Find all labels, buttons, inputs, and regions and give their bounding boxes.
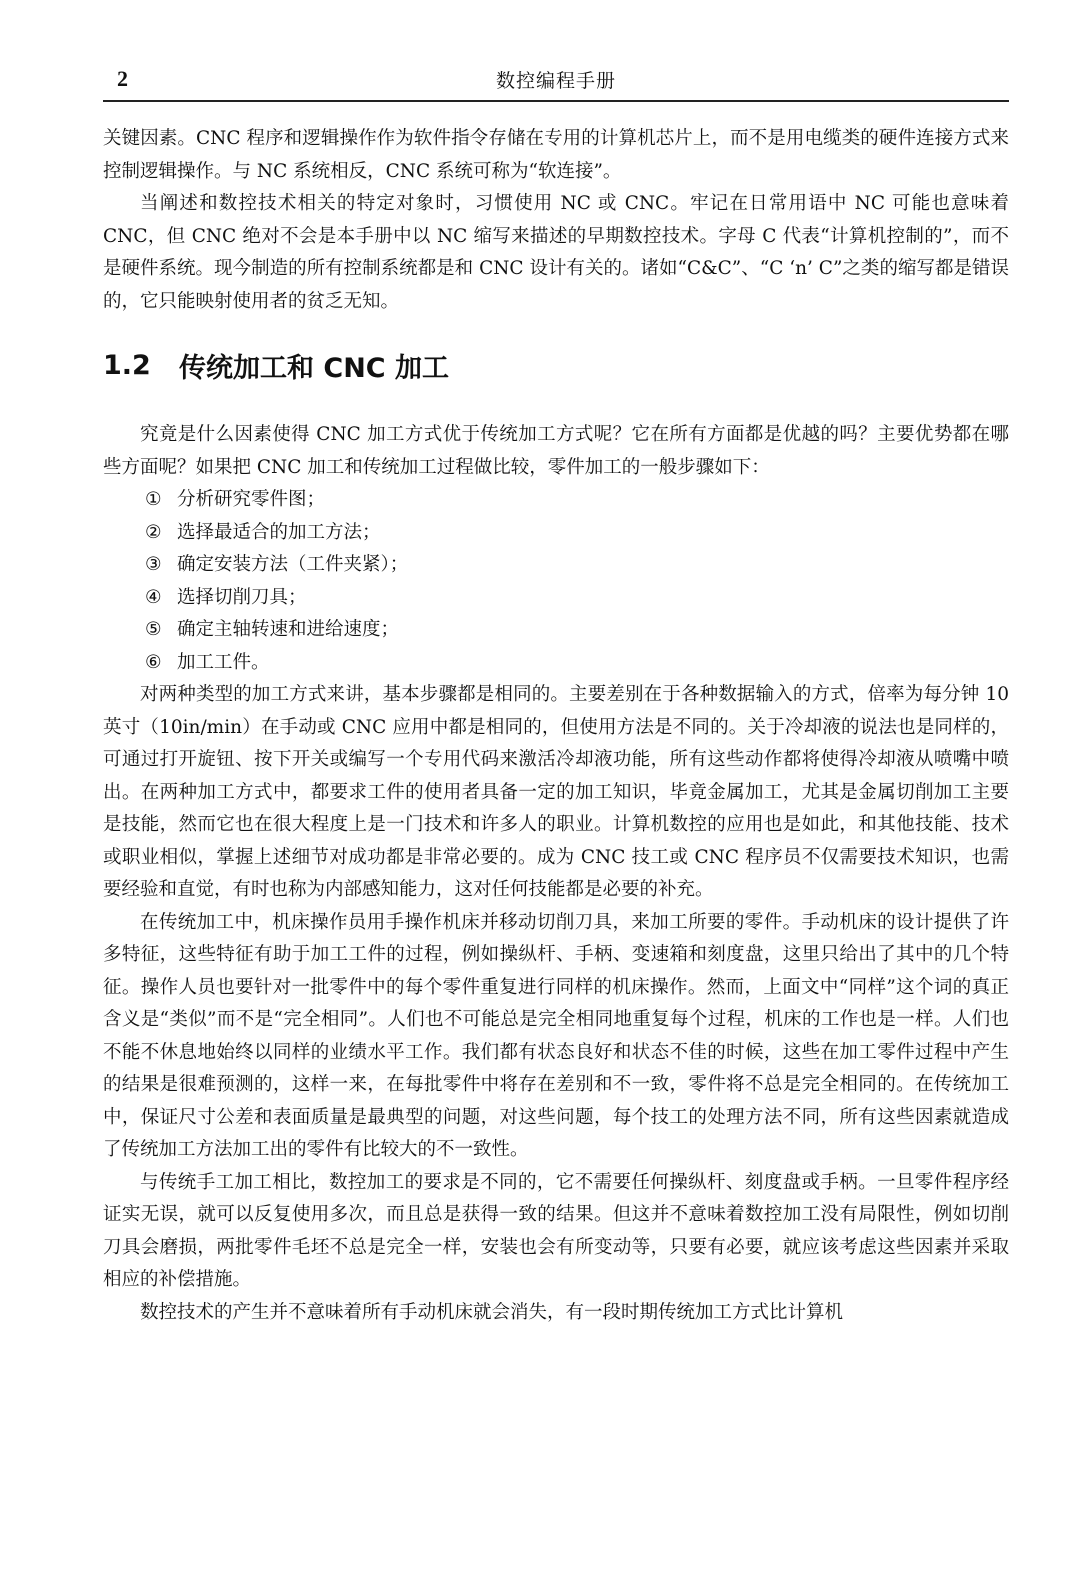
list-item-text: 选择切削刀具； bbox=[177, 586, 307, 608]
list-marker: ⑤ bbox=[145, 619, 162, 640]
list-item bbox=[145, 582, 1009, 615]
list-marker: ④ bbox=[145, 586, 162, 608]
running-title: 数控编程手册 bbox=[495, 70, 616, 92]
list-item-text: 确定安装方法（工件夹紧）； bbox=[177, 554, 409, 575]
paragraph: 对两种类型的加工方式来讲，基本步骤都是相同的。主要差别在于各种数据输入的方式，倍率为每分钟 10 英寸（10in/min）在手动或 CNC 应用中都是相同的，但使用方法是不同的。关于冷却液的说法也是同样的，可通过打开旋钮、按下开关或编写一个专用代码来激活冷却液功能，所有这些动作都将使得冷却液从喷嘴中喷出。在两种加工方式中，都要求工件的使用者具备一定的加工知识，毕竟金属加工，尤其是金属切削加工主要是技能，然而它也在很大程度上是一门技术和许多人的职业。计算机数控的应用也是如此，和其他技能、技术或职业相似，掌握上述细节对成功都是非常必要的。成为 CNC 技工或 CNC 程序员不仅需要技术知识，也需要经验和直觉，有时也称为内部感知能力，这对任何技能都是必要的补充。 bbox=[103, 684, 1009, 900]
paragraph-continued: 关键因素。CNC 程序和逻辑操作作为软件指令存储在专用的计算机芯片上，而不是用电缆类的硬件连接方式来控制逻辑操作。与 NC 系统相反，CNC 系统可称为“软连接”。 bbox=[103, 128, 1009, 182]
list-item-text: 确定主轴转速和进给速度； bbox=[177, 619, 400, 640]
paragraph: 与传统手工加工相比，数控加工的要求是不同的，它不需要任何操纵杆、刻度盘或手柄。一旦零件程序经证实无误，就可以反复使用多次，而且总是获得一致的结果。但这并不意味着数控加工没有局限性，例如切削刀具会磨损，两批零件毛坯不总是完全一样，安装也会有所变动等，只要有必要，就应该考虑这些因素并采取相应的补偿措施。 bbox=[103, 1171, 1009, 1290]
section-heading bbox=[103, 340, 1009, 390]
page-number: 2 bbox=[117, 66, 128, 91]
section-title: 传统加工和 CNC 加工 bbox=[179, 352, 450, 384]
list-marker: ① bbox=[145, 489, 162, 510]
list-item bbox=[145, 647, 1009, 680]
list-marker: ② bbox=[145, 521, 162, 543]
list-item-text: 加工工件。 bbox=[177, 651, 270, 673]
book-page bbox=[103, 60, 1009, 1329]
list-item bbox=[145, 549, 1009, 582]
list-marker: ⑥ bbox=[145, 651, 162, 673]
page-header bbox=[103, 60, 1009, 102]
list-item bbox=[145, 517, 1009, 550]
paragraph-continues: 数控技术的产生并不意味着所有手动机床就会消失，有一段时期传统加工方式比计算机 bbox=[140, 1301, 844, 1323]
steps-list bbox=[103, 484, 1009, 679]
paragraph: 究竟是什么因素使得 CNC 加工方式优于传统加工方式呢？它在所有方面都是优越的吗？主要优势都在哪些方面呢？如果把 CNC 加工和传统加工过程做比较，零件加工的一般步骤如下： bbox=[103, 424, 1009, 478]
list-item-text: 分析研究零件图； bbox=[177, 489, 326, 510]
page-body bbox=[103, 123, 1009, 1329]
paragraph: 在传统加工中，机床操作员用手操作机床并移动切削刀具，来加工所要的零件。手动机床的设计提供了许多特征，这些特征有助于加工工件的过程，例如操纵杆、手柄、变速箱和刻度盘，这里只给出了其中的几个特征。操作人员也要针对一批零件中的每个零件重复进行同样的机床操作。然而，上面文中“同样”这个词的真正含义是“类似”而不是“完全相同”。人们也不可能总是完全相同地重复每个过程，机床的工作也是一样。人们也不能不休息地始终以同样的业绩水平工作。我们都有状态良好和状态不佳的时候，这些在加工零件过程中产生的结果是很难预测的，这样一来，在每批零件中将存在差别和不一致，零件将不总是完全相同的。在传统加工中，保证尺寸公差和表面质量是最典型的问题，对这些问题，每个技工的处理方法不同，所有这些因素就造成了传统加工方法加工出的零件有比较大的不一致性。 bbox=[103, 911, 1009, 1160]
list-item bbox=[145, 484, 1009, 517]
section-number: 1.2 bbox=[103, 349, 151, 381]
paragraph: 当阐述和数控技术相关的特定对象时，习惯使用 NC 或 CNC。牢记在日常用语中 NC 可能也意味着 CNC，但 CNC 绝对不会是本手册中以 NC 缩写来描述的早期数控技术。字母 C 代表“计算机控制的”，而不是硬件系统。现今制造的所有控制系统都是和 CNC 设计有关的。诸如“C&C”、“C ‘n’ C”之类的缩写都是错误的，它只能映射使用者的贫乏无知。 bbox=[103, 193, 1009, 312]
list-item-text: 选择最适合的加工方法； bbox=[177, 521, 381, 543]
list-marker: ③ bbox=[145, 554, 162, 575]
list-item bbox=[145, 614, 1009, 647]
